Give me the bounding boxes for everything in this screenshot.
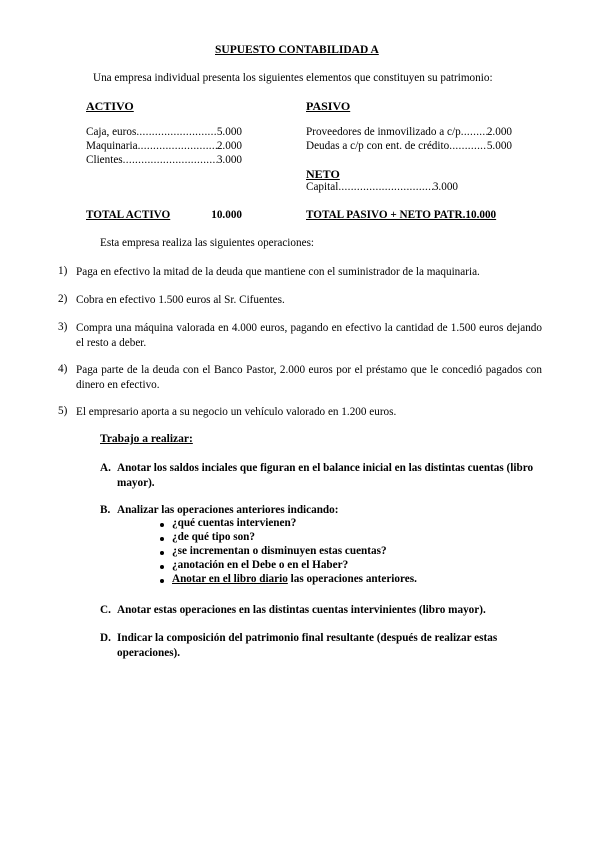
neto-label: Capital <box>306 181 339 193</box>
activo-row <box>86 126 242 138</box>
activo-heading: ACTIVO <box>86 99 134 113</box>
activo-value: 2.000 <box>216 140 242 152</box>
subitem: ¿de qué tipo son? <box>172 531 255 543</box>
pasivo-value: 2.000 <box>486 126 512 138</box>
subitem-underlined: Anotar en el libro diario <box>172 573 288 585</box>
total-activo-label: TOTAL ACTIVO <box>86 209 171 221</box>
neto-heading: NETO <box>306 167 340 181</box>
activo-row <box>86 140 242 152</box>
document-title: SUPUESTO CONTABILIDAD A <box>215 44 379 56</box>
leader-dots <box>138 140 217 152</box>
task-text: Anotar los saldos inciales que figuran en el balance inicial en las distintas cuentas (libro mayor). <box>117 462 534 489</box>
total-activo-row <box>86 209 242 221</box>
leader-dots <box>136 126 217 138</box>
leader-dots <box>338 181 433 193</box>
activo-label: Clientes <box>86 154 123 166</box>
activo-row <box>86 154 242 166</box>
operation-text: Cobra en efectivo 1.500 euros al Sr. Cifuentes. <box>76 294 285 306</box>
pasivo-row <box>306 140 512 152</box>
bullet-icon <box>160 579 164 583</box>
pasivo-label: Deudas a c/p con ent. de crédito <box>306 140 450 152</box>
operation-number: 2) <box>58 293 68 305</box>
operations-intro: Esta empresa realiza las siguientes operaciones: <box>100 237 315 249</box>
pasivo-heading: PASIVO <box>306 99 351 113</box>
neto-row <box>306 181 458 193</box>
operation-number: 3) <box>58 321 68 333</box>
task-letter: B. <box>100 504 111 516</box>
operation-text: El empresario aporta a su negocio un vehículo valorado en 1.200 euros. <box>76 406 397 418</box>
subitem: ¿qué cuentas intervienen? <box>172 517 297 529</box>
subitem <box>172 573 417 585</box>
task-letter: C. <box>100 604 111 616</box>
leader-dots <box>461 126 487 138</box>
task-text: Indicar la composición del patrimonio final resultante (después de realizar estas operaciones). <box>117 632 498 659</box>
operation-number: 1) <box>58 265 68 277</box>
subitem: ¿se incrementan o disminuyen estas cuentas? <box>172 545 387 557</box>
total-activo-value: 10.000 <box>211 209 242 221</box>
leader-dots <box>449 140 487 152</box>
subitem: ¿anotación en el Debe o en el Haber? <box>172 559 349 571</box>
task-text: Anotar estas operaciones en las distintas cuentas intervinientes (libro mayor). <box>117 604 486 616</box>
total-pasivo-neto: TOTAL PASIVO + NETO PATR.10.000 <box>306 209 497 221</box>
task-letter: A. <box>100 462 111 474</box>
subitem-rest: las operaciones anteriores. <box>287 573 417 585</box>
activo-value: 3.000 <box>216 154 242 166</box>
leader-dots <box>123 154 217 166</box>
operation-text: Paga en efectivo la mitad de la deuda que mantiene con el suministrador de la maquinaria. <box>76 266 480 278</box>
bullet-icon <box>160 551 164 555</box>
operation-number: 4) <box>58 363 68 375</box>
bullet-icon <box>160 565 164 569</box>
pasivo-label: Proveedores de inmovilizado a c/p <box>306 126 461 138</box>
pasivo-row <box>306 126 512 138</box>
work-heading: Trabajo a realizar: <box>100 433 193 445</box>
activo-value: 5.000 <box>216 126 242 138</box>
operation-number: 5) <box>58 405 68 417</box>
pasivo-value: 5.000 <box>486 140 512 152</box>
activo-label: Maquinaria <box>86 140 138 152</box>
neto-value: 3.000 <box>432 181 458 193</box>
operation-text: Paga parte de la deuda con el Banco Pastor, 2.000 euros por el préstamo que le concedió pagados con dinero en efectivo. <box>76 364 542 391</box>
bullet-icon <box>160 523 164 527</box>
intro-text: Una empresa individual presenta los siguientes elementos que constituyen su patrimonio: <box>93 72 493 84</box>
activo-label: Caja, euros <box>86 126 137 138</box>
task-text: Analizar las operaciones anteriores indicando: <box>117 504 339 516</box>
bullet-icon <box>160 537 164 541</box>
task-letter: D. <box>100 632 111 644</box>
operation-text: Compra una máquina valorada en 4.000 euros, pagando en efectivo la cantidad de 1.500 euros dejando el resto a deber. <box>76 322 542 349</box>
